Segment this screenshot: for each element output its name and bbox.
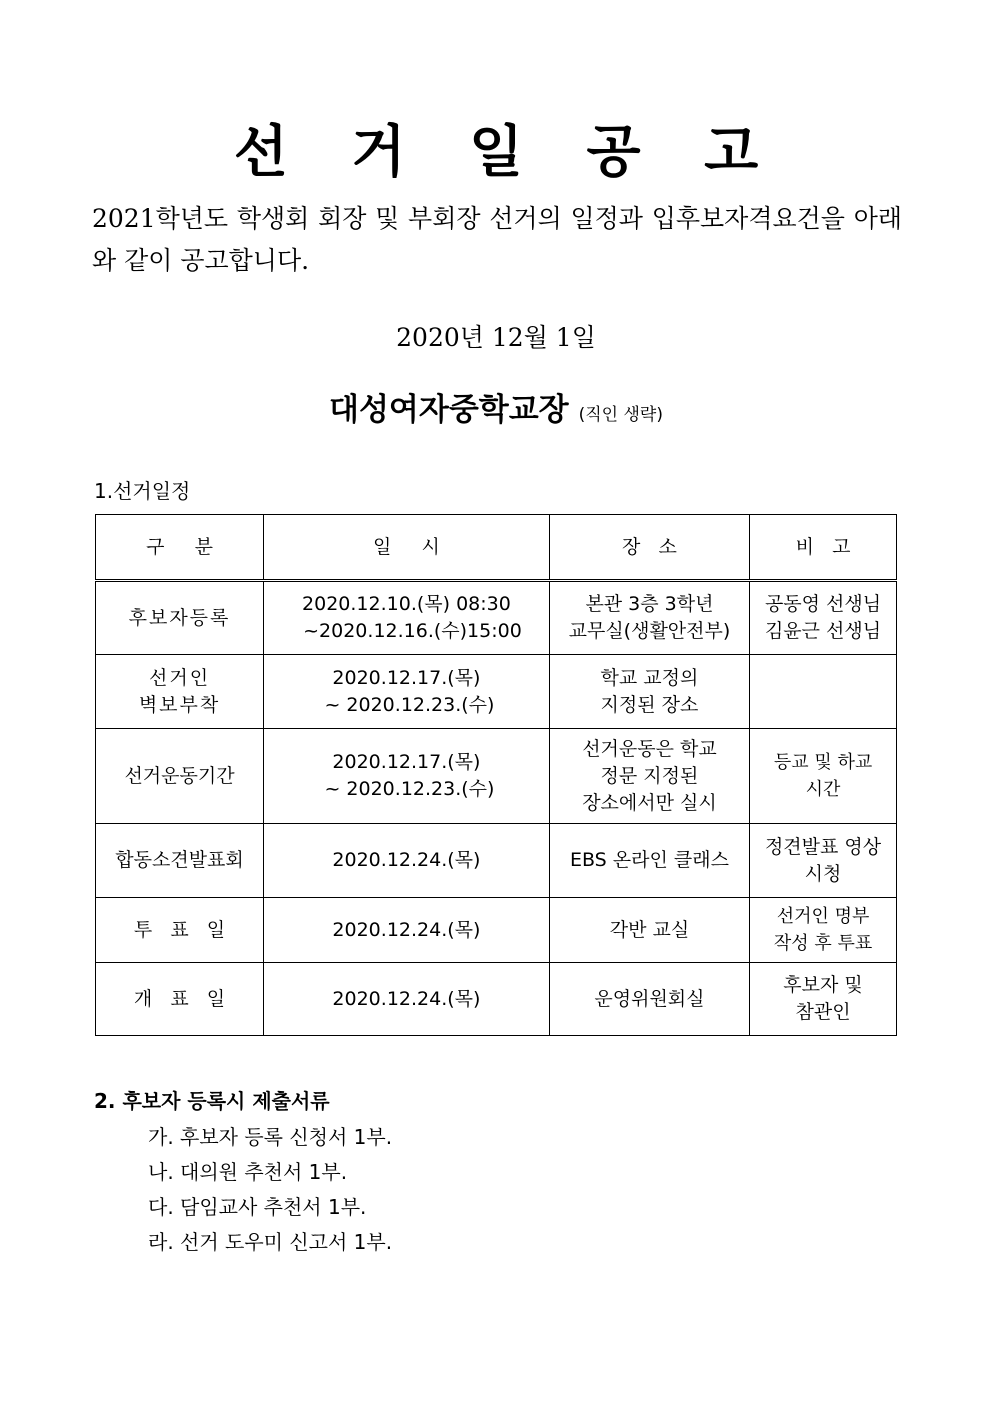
section1-heading: 1.선거일정 (94, 479, 191, 503)
table-row (96, 963, 897, 1036)
header-place: 장 소 (549, 515, 749, 581)
header-category: 구 분 (96, 515, 264, 581)
cell-category: 투 표 일 (96, 898, 264, 963)
cell-datetime: 2020.12.10.(목) 08:30 ~2020.12.16.(수)15:00 (264, 581, 550, 655)
cell-datetime: 2020.12.17.(목) ~ 2020.12.23.(수) (264, 729, 550, 824)
cell-note (750, 655, 897, 729)
section2-heading: 2. 후보자 등록시 제출서류 (94, 1089, 330, 1113)
list-item: 다. 담임교사 추천서 1부. (148, 1195, 367, 1219)
table-row (96, 729, 897, 824)
cell-place: 운영위원회실 (549, 963, 749, 1036)
schedule-table (95, 514, 897, 1036)
list-item: 가. 후보자 등록 신청서 1부. (148, 1125, 393, 1149)
table-row (96, 898, 897, 963)
seal-note: (직인 생략) (578, 405, 663, 425)
cell-category: 합동소견발표회 (96, 824, 264, 898)
cell-category: 선거운동기간 (96, 729, 264, 824)
document-title (0, 108, 992, 188)
cell-category: 후보자등록 (96, 581, 264, 655)
title-char: 고 (704, 119, 759, 185)
signer (0, 384, 992, 429)
cell-note: 등교 및 하교 시간 (750, 729, 897, 824)
title-char: 공 (586, 119, 641, 185)
cell-datetime: 2020.12.24.(목) (264, 963, 550, 1036)
cell-category: 선거인 벽보부착 (96, 655, 264, 729)
cell-note: 정견발표 영상 시청 (750, 824, 897, 898)
list-item: 나. 대의원 추천서 1부. (148, 1160, 348, 1184)
cell-note: 공동영 선생님 김윤근 선생님 (750, 581, 897, 655)
header-datetime: 일 시 (264, 515, 550, 581)
table-row (96, 581, 897, 655)
title-char: 일 (468, 119, 524, 185)
announcement-date: 2020년 12월 1일 (396, 323, 596, 352)
required-documents-list (148, 1120, 392, 1260)
table-row (96, 824, 897, 898)
list-item: 라. 선거 도우미 신고서 1부. (148, 1230, 393, 1254)
title-char: 선 (233, 119, 288, 185)
cell-note: 선거인 명부 작성 후 투표 (750, 898, 897, 963)
cell-note: 후보자 및 참관인 (750, 963, 897, 1036)
cell-datetime: 2020.12.17.(목) ~ 2020.12.23.(수) (264, 655, 550, 729)
cell-place: 학교 교정의 지정된 장소 (549, 655, 749, 729)
cell-place: 각반 교실 (549, 898, 749, 963)
cell-datetime: 2020.12.24.(목) (264, 898, 550, 963)
cell-datetime: 2020.12.24.(목) (264, 824, 550, 898)
table-header-row (96, 515, 897, 581)
cell-category: 개 표 일 (96, 963, 264, 1036)
cell-place: 선거운동은 학교 정문 지정된 장소에서만 실시 (549, 729, 749, 824)
title-char: 거 (351, 119, 406, 185)
signer-name: 대성여자중학교장 (329, 392, 569, 428)
cell-place: EBS 온라인 클래스 (549, 824, 749, 898)
cell-place: 본관 3층 3학년 교무실(생활안전부) (549, 581, 749, 655)
table-row (96, 655, 897, 729)
intro-paragraph: 2021학년도 학생회 회장 및 부회장 선거의 일정과 입후보자격요건을 아래와 같이 공고합니다. (92, 204, 902, 275)
header-note: 비 고 (750, 515, 897, 581)
